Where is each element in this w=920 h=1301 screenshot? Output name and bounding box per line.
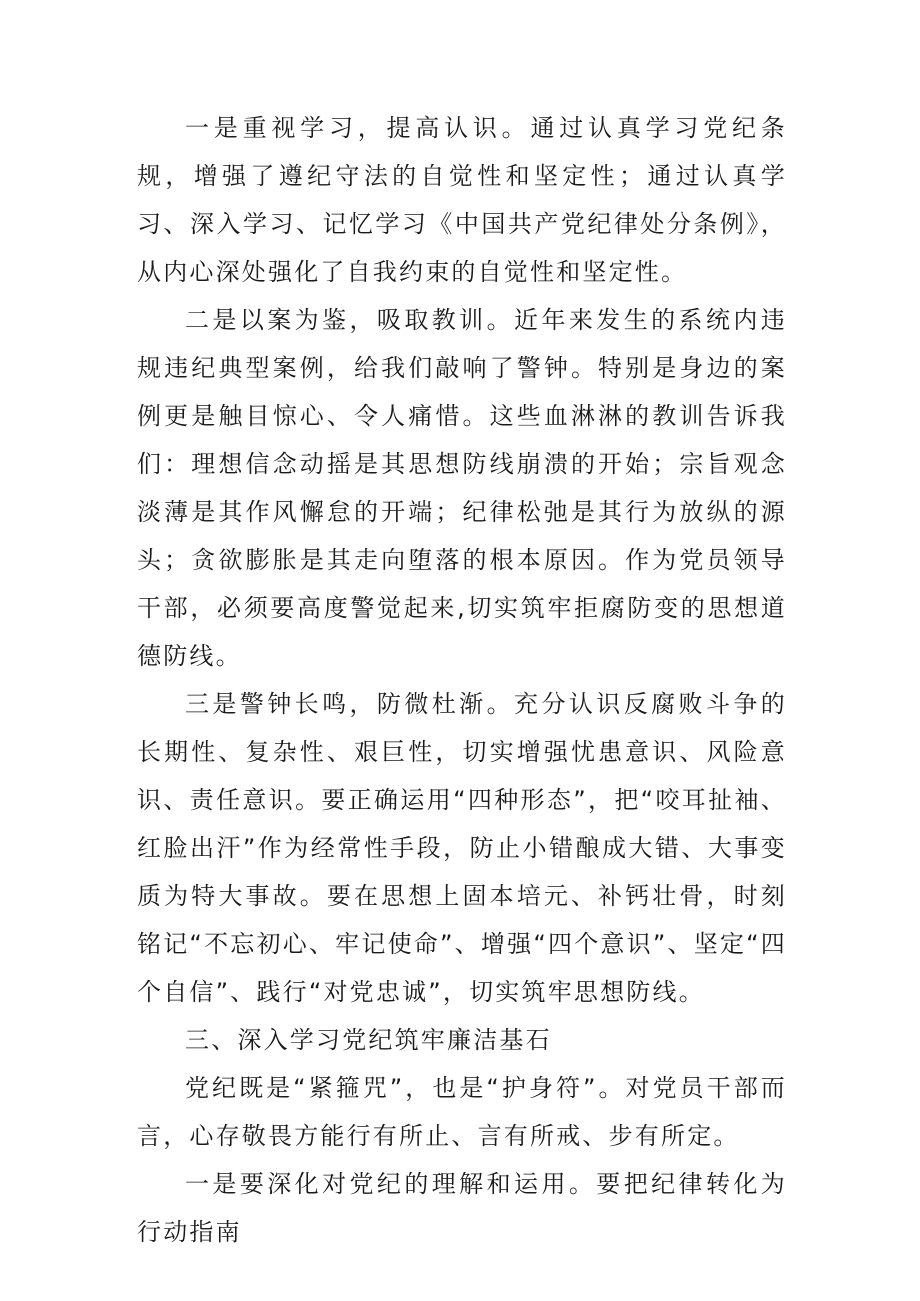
section-heading: 三、深入学习党纪筑牢廉洁基石 [185,1026,552,1054]
paragraph-case-lessons: 二是以案为鉴，吸取教训。近年来发生的系统内违规违纪典型案例，给我们敲响了警钟。特别是身边的案例更是触目惊心、令人痛惜。这些血淋淋的教训告诉我们：理想信念动摇是其思想防线崩溃的开始；宗旨观念淡薄是其作风懈怠的开端；纪律松弛是其行为放纵的源头；贪欲膨胀是其走向堕落的根本原因。作为党员领导干部，必须要高度警觉起来,切实筑牢拒腐防变的思想道德防线。 [137,306,787,670]
document-body [137,104,787,1256]
paragraph-study-importance: 一是重视学习，提高认识。通过认真学习党纪条规，增强了遵纪守法的自觉性和坚定性；通过认真学习、深入学习、记忆学习《中国共产党纪律处分条例》，从内心深处强化了自我约束的自觉性和坚定性。 [137,114,787,286]
paragraph-party-discipline: 党纪既是“紧箍咒”，也是“护身符”。对党员干部而言，心存敬畏方能行有所止、言有所戒、步有所定。 [137,1074,787,1150]
paragraph-warning-bell: 三是警钟长鸣，防微杜渐。充分认识反腐败斗争的长期性、复杂性、艰巨性，切实增强忧患意识、风险意识、责任意识。要正确运用“四种形态”，把“咬耳扯袖、红脸出汗”作为经常性手段，防止小错酿成大错、大事变质为特大事故。要在思想上固本培元、补钙壮骨，时刻铭记“不忘初心、牢记使命”、增强“四个意识”、坚定“四个自信”、践行“对党忠诚”，切实筑牢思想防线。 [137,690,787,1006]
paragraph-deepen-understanding: 一是要深化对党纪的理解和运用。要把纪律转化为行动指南 [137,1170,787,1246]
